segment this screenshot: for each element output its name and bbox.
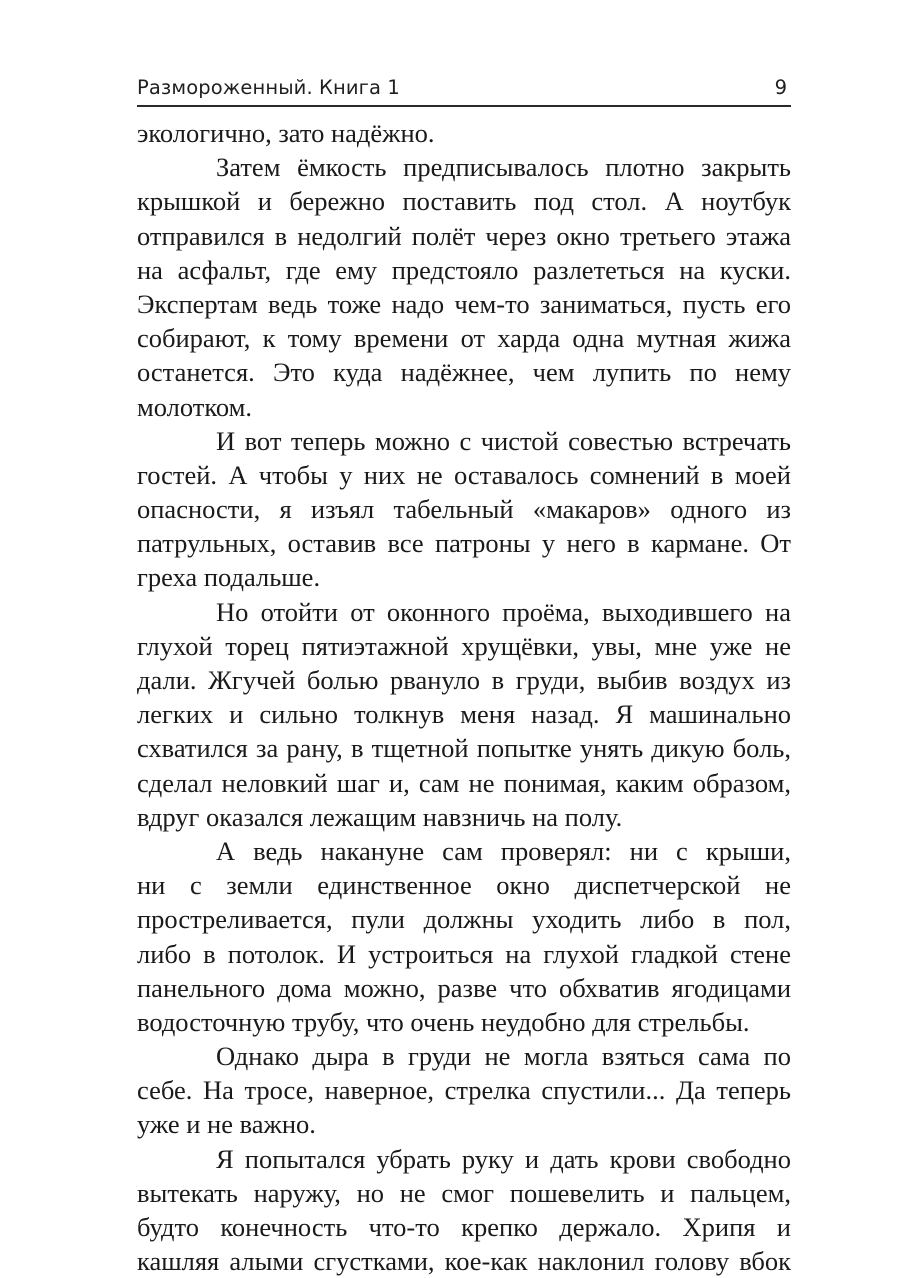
text-line: дали. Жгучей болью рвануло в груди, выбив воздух из (137, 665, 791, 695)
text-line: вытекать наружу, но не смог пошевелить и пальцем, (137, 1177, 791, 1208)
text-line: Но отойти от оконного проёма, выходившего на (216, 596, 791, 627)
text-line: водосточную трубу, что очень неудобно для стрельбы. (137, 1006, 750, 1037)
page-number: 9 (774, 76, 787, 99)
text-line: отправился в недолгий полёт через окно третьего этажа (137, 220, 791, 251)
text-line: Однако дыра в груди не могла взяться сама по (216, 1041, 791, 1072)
text-line: опасности, я изъял табельный «макаров» одного из (137, 494, 791, 525)
text-line: будто конечность что-то крепко держало. Хрипя и (137, 1212, 791, 1242)
text-line: схватился за рану, в тщетной попытке унять дикую боль, (137, 733, 791, 764)
text-line: либо в потолок. И устроиться на глухой гладкой стене (137, 938, 791, 969)
text-line: панельного дома можно, разве что обхватив ягодицами (137, 972, 791, 1003)
text-line: простреливается, пули должны уходить либо в пол, (137, 904, 791, 935)
header-rule (137, 105, 791, 107)
text-line: сделал неловкий шаг и, сам не понимая, каким образом, (137, 767, 791, 798)
book-title: Размороженный. Книга 1 (137, 76, 400, 99)
text-line: патрульных, оставив все патроны у него в кармане. От (137, 528, 791, 559)
text-line: уже и не важно. (137, 1109, 316, 1140)
text-line: Экспертам ведь тоже надо чем-то заниматься, пусть его (137, 288, 791, 319)
text-line: экологично, зато надёжно. (137, 118, 435, 148)
text-line: себе. На тросе, наверное, стрелка спустили... Да теперь (137, 1075, 791, 1106)
text-line: молотком. (137, 391, 253, 422)
text-line: А ведь накануне сам проверял: ни с крыши, (216, 835, 791, 866)
text-line: гостей. А чтобы у них не оставалось сомнений в моей (137, 459, 791, 490)
text-line: кашляя алыми сгустками, кое-как наклонил голову вбок (137, 1246, 791, 1277)
running-head (137, 76, 791, 104)
text-line: греха подальше. (137, 562, 321, 593)
text-line: останется. Это куда надёжнее, чем лупить по нему (137, 357, 791, 388)
text-line: легких и сильно толкнув меня назад. Я машинально (137, 699, 791, 730)
text-line: глухой торец пятиэтажной хрущёвки, увы, мне уже не (137, 630, 791, 661)
text-line: вдруг оказался лежащим навзничь на полу. (137, 801, 623, 832)
text-line: Затем ёмкость предписывалось плотно закрыть (216, 152, 791, 183)
text-line: крышкой и бережно поставить под стол. А ноутбук (137, 186, 791, 217)
text-line: Я попытался убрать руку и дать крови свободно (216, 1143, 791, 1174)
text-line: собирают, к тому времени от харда одна мутная жижа (137, 323, 791, 354)
text-line: ни с земли единственное окно диспетчерской не (137, 870, 791, 901)
text-line: на асфальт, где ему предстояло разлететься на куски. (137, 254, 791, 285)
text-line: И вот теперь можно с чистой совестью встречать (216, 425, 791, 456)
body-text (137, 116, 791, 1278)
